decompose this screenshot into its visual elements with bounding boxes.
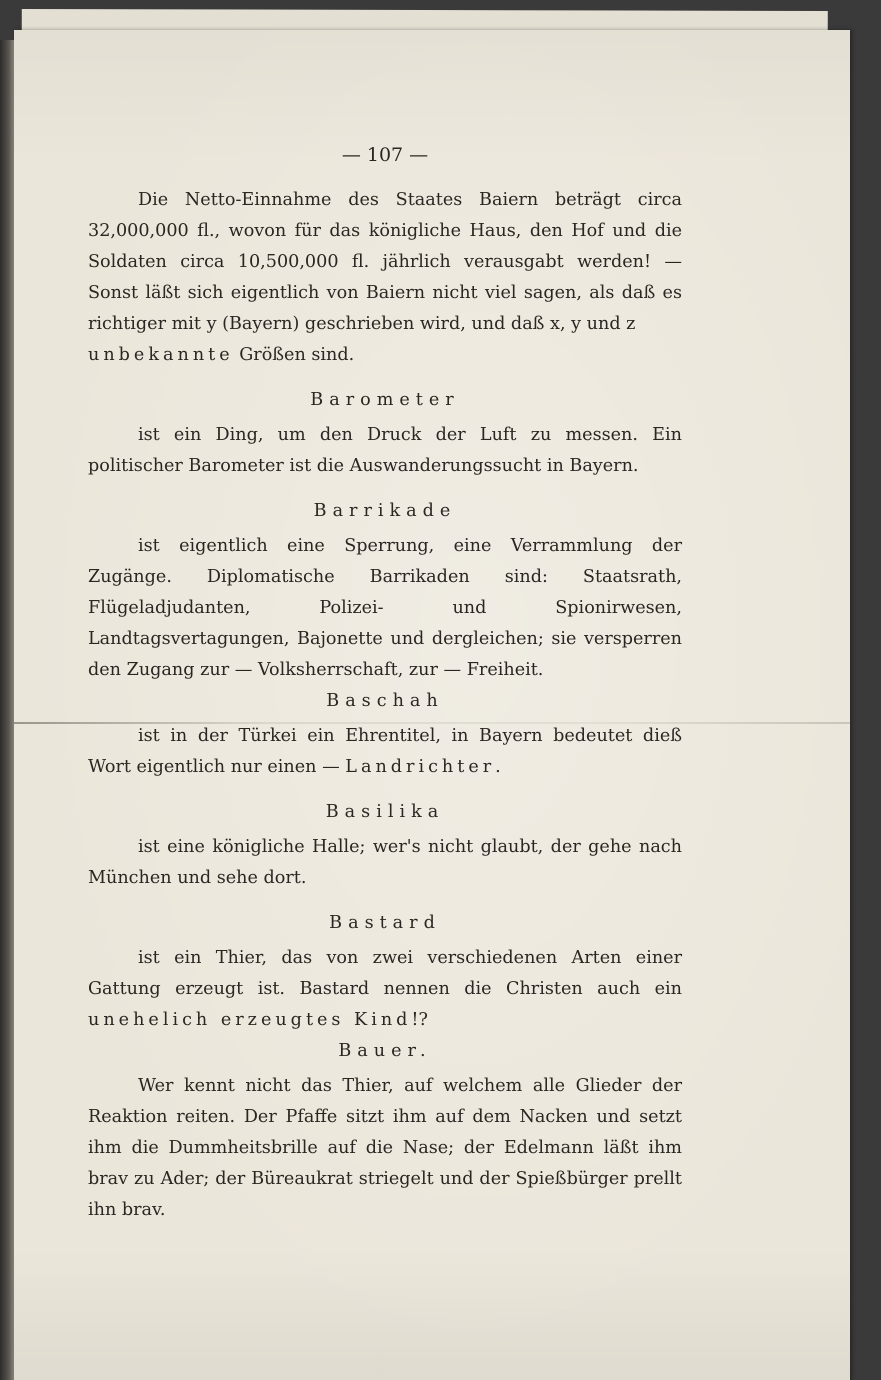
entry-text-baschah-emphasis: Landrichter	[345, 757, 496, 777]
entry-text-bastard	[88, 943, 682, 1036]
entry-text-bauer: Wer kennt nicht das Thier, auf welchem alle Glieder der Reaktion reiten. Der Pfaffe sitzt ihm auf dem Nacken und setzt ihm die Dummheitsbrille auf die Nase; der Edelmann läßt ihm brav zu Ader; der Büreaukrat striegelt und der Spießbürger prellt ihn brav.	[88, 1076, 682, 1220]
entry-heading-barometer: Barometer	[310, 390, 460, 410]
entry-heading-basilika: Basilika	[325, 802, 445, 822]
intro-emphasis: unbekannte	[88, 345, 234, 365]
entry-text-baschah	[88, 721, 682, 783]
entry-heading-bastard: Bastard	[329, 913, 441, 933]
entry-text-bastard-main: ist ein Thier, das von zwei verschiedenen Arten einer Gattung erzeugt ist. Bastard nennen die Christen auch ein	[88, 948, 682, 999]
entry-heading-bauer: Bauer.	[338, 1041, 432, 1061]
intro-paragraph	[88, 185, 682, 371]
intro-text: Die Netto-Einnahme des Staates Baiern beträgt circa 32,000,000 fl., wovon für das königliche Haus, den Hof und die Soldaten circa 10,500,000 fl. jährlich verausgabt werden! — Sonst läßt sich eigentlich von Baiern nicht viel sagen, als daß es richtiger mit y (Bayern) geschrieben wird, und daß x, y und z	[88, 190, 682, 334]
entry-heading-barrikade: Barrikade	[313, 501, 457, 521]
intro-tail: Größen sind.	[239, 345, 355, 365]
entry-heading-baschah: Baschah	[326, 691, 444, 711]
entry-text-baschah-end: .	[495, 757, 501, 777]
entry-text-baschah-main: ist in der Türkei ein Ehrentitel, in Bayern bedeutet dieß Wort eigentlich nur einen —	[88, 726, 682, 777]
page-number: — 107 —	[341, 144, 429, 166]
entry-text-bastard-emphasis: unehelich erzeugtes Kind	[88, 1010, 412, 1030]
entry-text-bastard-end: !?	[411, 1010, 428, 1030]
entry-text-basilika: ist eine königliche Halle; wer's nicht glaubt, der gehe nach München und sehe dort.	[88, 837, 682, 888]
page-text	[88, 140, 682, 1226]
entry-text-barrikade: ist eigentlich eine Sperrung, eine Verrammlung der Zugänge. Diplomatische Barrikaden sind: Staatsrath, Flügeladjudanten, Polizei- und Spionirwesen, Landtagsvertagungen, Bajonette und dergleichen; sie versperren den Zugang zur — Volksherrschaft, zur — Freiheit.	[88, 536, 682, 680]
entry-text-barometer: ist ein Ding, um den Druck der Luft zu messen. Ein politischer Barometer ist die Auswanderungssucht in Bayern.	[88, 425, 682, 476]
